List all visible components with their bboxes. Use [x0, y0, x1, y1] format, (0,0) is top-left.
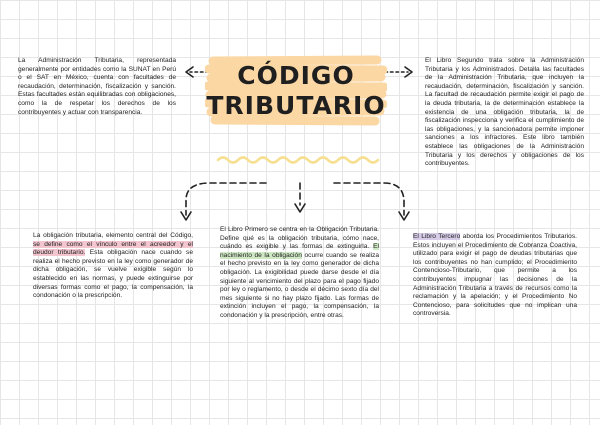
libro-primero-part2: ocurre cuando se realiza el hecho previsto en la ley como generador de dicha obligación. La exigibilidad puede darse desde el día siguiente al vencimiento del plazo para el pago fijado por ley o reglamento, o desde el décimo sexto día del mes siguiente si no hay plazo fijado. Las formas de extinción incluyen el pago, la compensación, la condonación y la prescripción, entre otras.	[220, 251, 380, 319]
administracion-text: La Administración Tributaria, representada generalmente por entidades como la SUNAT en Perú o el SAT en México, cuenta con facultades de recaudación, determinación, fiscalización y sanción. Estas facultades están equilibradas con obligaciones, como la de respetar los derechos de los contribuyentes y actuar con transparencia.	[18, 57, 176, 116]
libro-tercero-text	[413, 233, 577, 319]
title-block	[205, 55, 387, 127]
down-center-arrow	[295, 183, 305, 212]
down-left-arrow	[181, 183, 266, 220]
title-line-2: TRIBUTARIO	[206, 91, 386, 120]
libro-primero-highlight: El nacimiento de la obligación	[220, 243, 379, 259]
libro-primero-text	[220, 226, 379, 321]
libro-primero-part1: El Libro Primero se centra en la Obligación Tributaria. Define qué es la obligación tributaria, cómo nace, cuándo es exigible y las formas de extinguirla.	[220, 226, 379, 251]
libro-tercero-part2: aborda los Procedimientos Tributarios. Estos incluyen el Procedimiento de Cobranza Coactiva, utilizado para exigir el pago de deudas tributarias que los contribuyentes no han cumplido; el Procedimiento Contencioso-Tributario, que permite a los contribuyentes impugnar las decisiones de la Administración Tributaria a través de recursos como la reclamación y la apelación; y el Procedimiento No Contencioso, para solicitudes que no implican una controversia.	[413, 233, 577, 318]
obligacion-highlight: se define como el vínculo entre el acreedor y el deudor tributario.	[33, 240, 193, 257]
yellow-wave	[218, 158, 378, 163]
obligacion-text-part2: Esta obligación nace cuando se realiza el hecho previsto en la ley como generador de dicha obligación, se vuelve exigible según lo establecido en las normas, y puede extinguirse por diversas formas como el pago, la compensación, la condonación o la prescripción.	[33, 249, 193, 300]
title-line-1: CÓDIGO	[237, 61, 355, 90]
obligacion-text-part1: La obligación tributaria, elemento central del Código,	[33, 232, 193, 239]
libro-segundo-text: El Libro Segundo trata sobre la Administración Tributaria y los Administrados. Detalla las facultades de la Administración Tributaria, que incluyen la recaudación, determinación, fiscalización y sanción. La facultad de recaudación permite exigir el pago de la deuda tributaria, la de determinación establece la existencia de una obligación tributaria, la de fiscalización inspecciona y verifica el cumplimiento de las obligaciones, y la sancionadora permite imponer sanciones a los infractores. Este libro también establece las obligaciones de la Administración Tributaria y los derechos y obligaciones de los contribuyentes.	[425, 57, 584, 168]
obligacion-text	[33, 232, 193, 301]
libro-tercero-highlight: El Libro Tercero	[413, 233, 461, 240]
down-right-arrow	[334, 183, 409, 220]
